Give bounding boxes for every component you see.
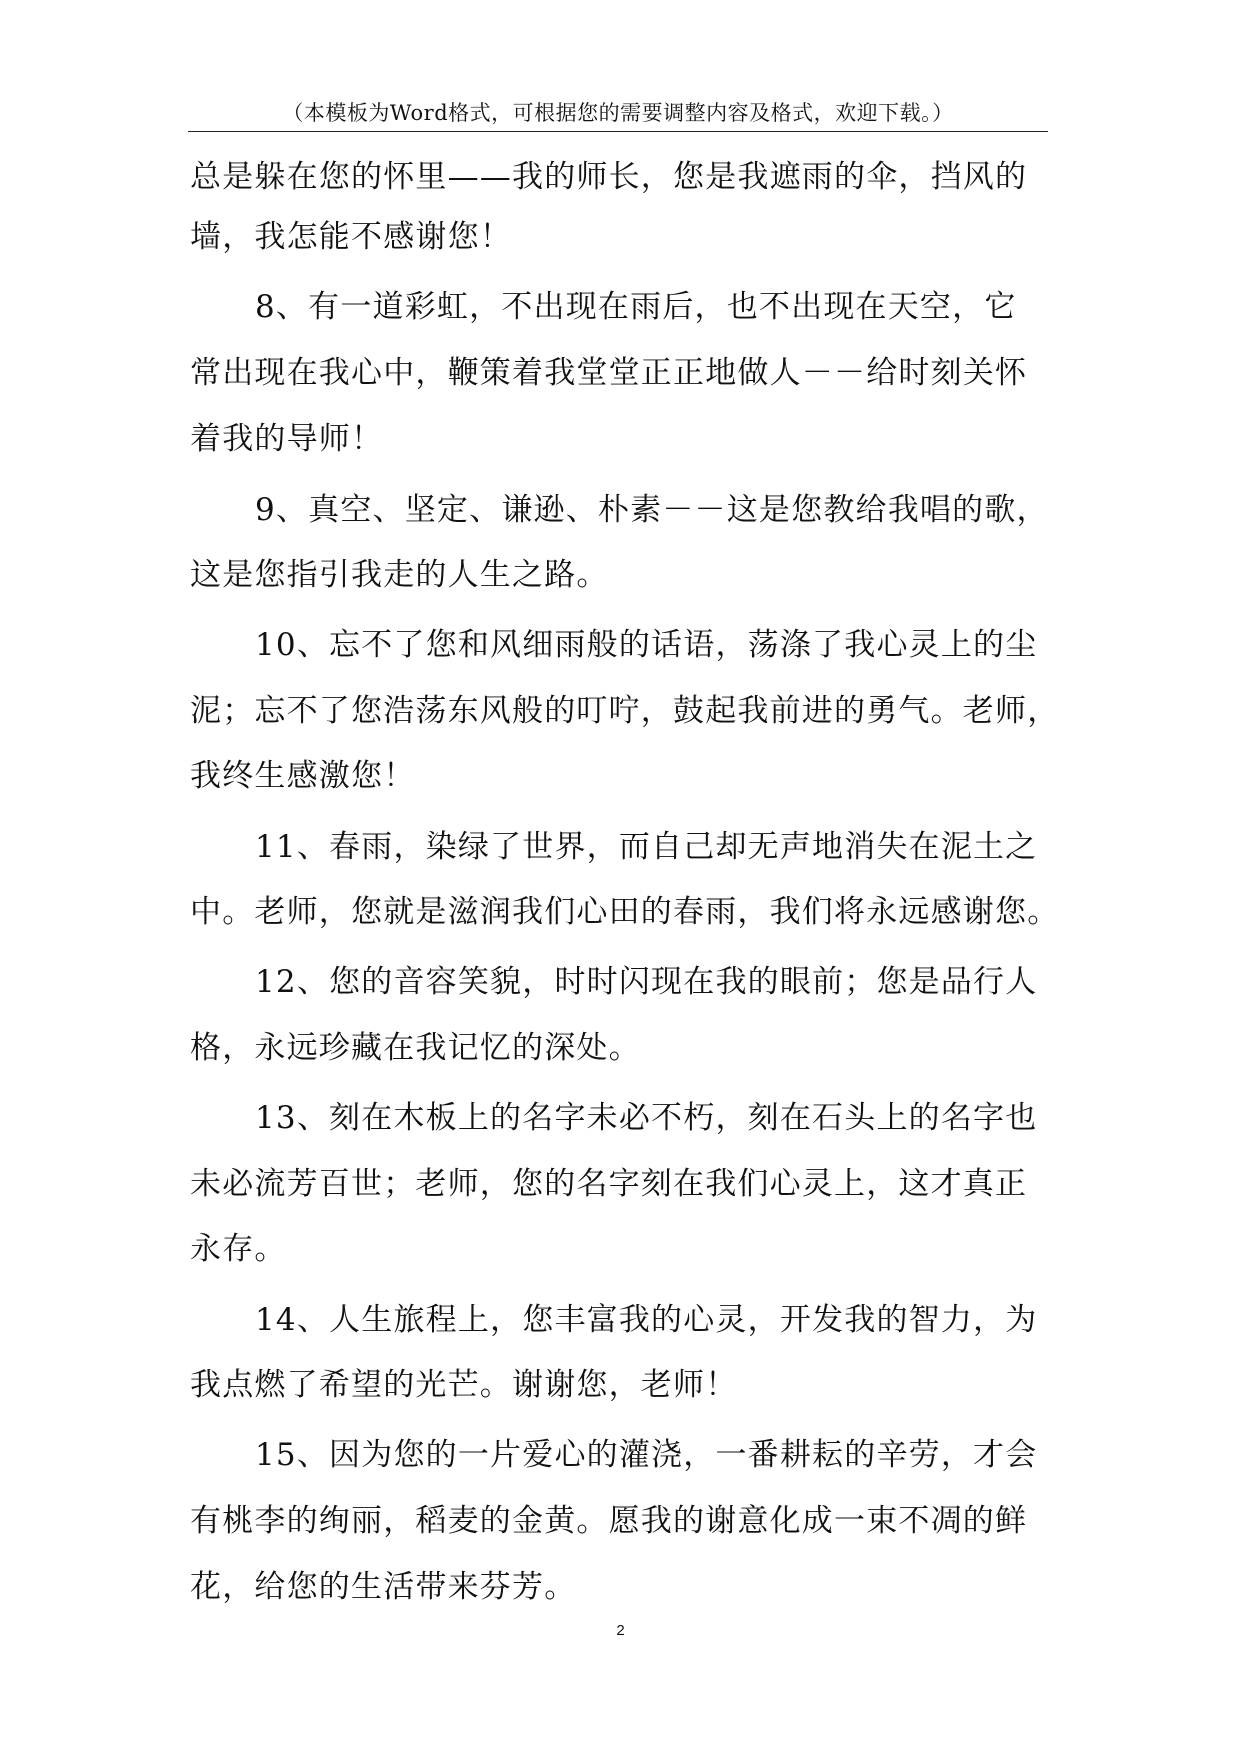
- text-line: 常出现在我心中，鞭策着我堂堂正正地做人－－给时刻关怀: [190, 355, 1028, 391]
- text-line: 花，给您的生活带来芬芳。: [190, 1569, 577, 1605]
- paragraph-first-line: 10、忘不了您和风细雨般的话语，荡涤了我心灵上的尘: [255, 627, 1038, 663]
- text-line: 我点燃了希望的光芒。谢谢您，老师！: [190, 1367, 738, 1403]
- paragraph-first-line: 15、因为您的一片爱心的灌浇，一番耕耘的辛劳，才会: [255, 1437, 1038, 1473]
- text-line: 这是您指引我走的人生之路。: [190, 557, 609, 593]
- paragraph-first-line: 13、刻在木板上的名字未必不朽，刻在石头上的名字也: [255, 1100, 1038, 1136]
- paragraph-first-line: 8、有一道彩虹，不出现在雨后，也不出现在天空，它: [255, 289, 1017, 325]
- text-line: 有桃李的绚丽，稻麦的金黄。愿我的谢意化成一束不凋的鲜: [190, 1503, 1028, 1539]
- page-number: 2: [616, 1622, 625, 1639]
- text-line: 格，永远珍藏在我记忆的深处。: [190, 1030, 641, 1066]
- header-divider: [188, 131, 1048, 132]
- text-line: 泥；忘不了您浩荡东风般的叮咛，鼓起我前进的勇气。老师，: [190, 693, 1060, 729]
- text-line: 中。老师，您就是滋润我们心田的春雨，我们将永远感谢您。: [190, 894, 1060, 930]
- text-line: 墙，我怎能不感谢您！: [190, 219, 512, 255]
- paragraph-first-line: 14、人生旅程上，您丰富我的心灵，开发我的智力，为: [255, 1302, 1038, 1338]
- text-line: 总是躲在您的怀里——我的师长，您是我遮雨的伞，挡风的: [190, 159, 1028, 195]
- text-line: 着我的导师！: [190, 421, 384, 457]
- page-header: （本模板为Word格式，可根据您的需要调整内容及格式，欢迎下载。）: [282, 101, 954, 125]
- paragraph-first-line: 12、您的音容笑貌，时时闪现在我的眼前；您是品行人: [255, 964, 1038, 1000]
- text-line: 未必流芳百世；老师，您的名字刻在我们心灵上，这才真正: [190, 1166, 1028, 1202]
- paragraph-first-line: 9、真空、坚定、谦逊、朴素－－这是您教给我唱的歌，: [255, 492, 1049, 528]
- text-line: 永存。: [190, 1231, 287, 1267]
- paragraph-first-line: 11、春雨，染绿了世界，而自己却无声地消失在泥土之: [255, 829, 1038, 865]
- text-line: 我终生感激您！: [190, 758, 416, 794]
